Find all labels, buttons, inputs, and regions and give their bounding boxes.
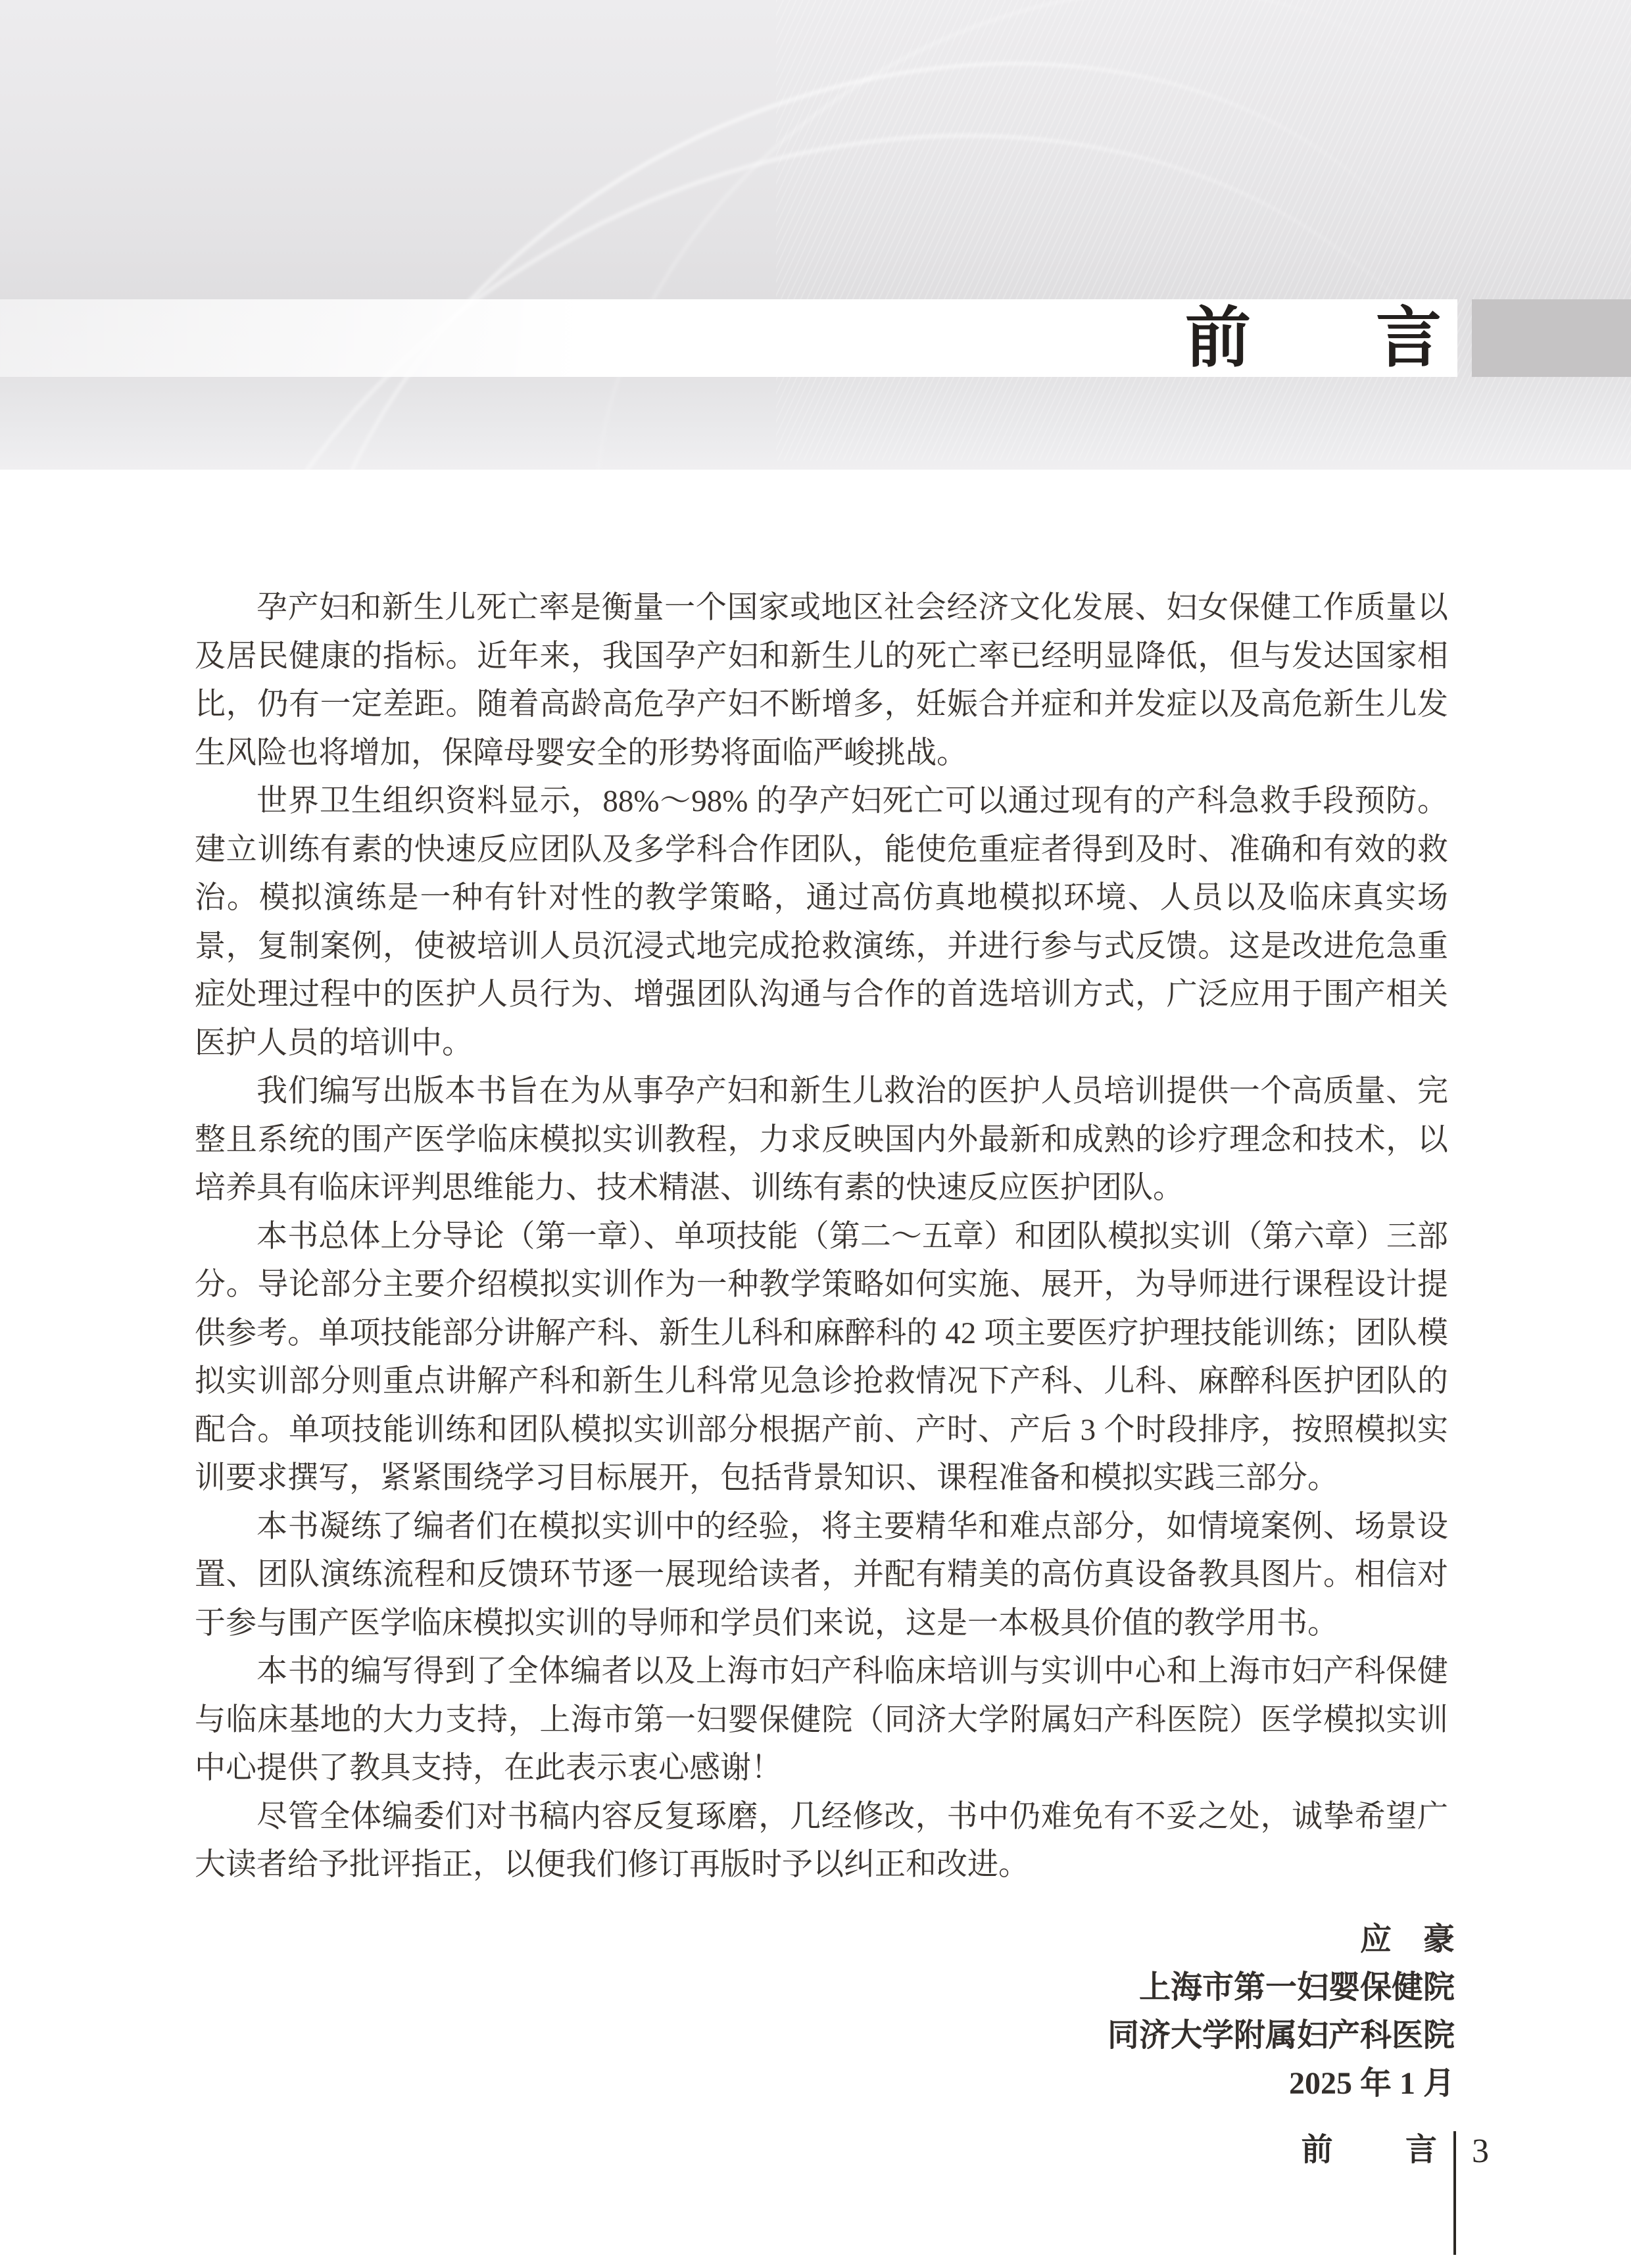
paragraph-1: 孕产妇和新生儿死亡率是衡量一个国家或地区社会经济文化发展、妇女保健工作质量以及居民健康的指标。近年来，我国孕产妇和新生儿的死亡率已经明显降低，但与发达国家相比，仍有一定差距。随着高龄高危孕产妇不断增多，妊娠合并症和并发症以及高危新生儿发生风险也将增加，保障母婴安全的形势将面临严峻挑战。 — [195, 591, 1448, 770]
footer-section-label — [1302, 2134, 1437, 2166]
paragraph-3: 我们编写出版本书旨在为从事孕产妇和新生儿救治的医护人员培训提供一个高质量、完整且系统的围产医学临床模拟实训教程，力求反映国内外最新和成熟的诊疗理念和技术，以培养具有临床评判思维能力、技术精湛、训练有素的快速反应医护团队。 — [195, 1074, 1448, 1205]
signature-date: 2025 年 1 月 — [1288, 2066, 1455, 2101]
page-title-char: 前 — [1185, 301, 1251, 375]
paragraph-2: 世界卫生组织资料显示，88%～98% 的孕产妇死亡可以通过现有的产科急救手段预防。建立训练有素的快速反应团队及多学科合作团队，能使危重症者得到及时、准确和有效的救治。模拟演练是一种有针对性的教学策略，通过高仿真地模拟环境、人员以及临床真实场景，复制案例，使被培训人员沉浸式地完成抢救演练，并进行参与式反馈。这是改进危急重症处理过程中的医护人员行为、增强团队沟通与合作的首选培训方式，广泛应用于围产相关医护人员的培训中。 — [195, 784, 1448, 1060]
footer-label-char: 言 — [1405, 2132, 1437, 2167]
footer-page-number: 3 — [1472, 2132, 1489, 2170]
author-organization-1: 上海市第一妇婴保健院 — [1138, 1970, 1455, 2005]
author-name-char: 豪 — [1423, 1922, 1455, 1957]
author-organization-2: 同济大学附属妇产科医院 — [1107, 2018, 1455, 2053]
page-header-banner — [0, 0, 1631, 470]
author-name — [1108, 1915, 1455, 1963]
title-band — [0, 299, 1457, 377]
page-title — [1185, 301, 1457, 375]
author-name-char: 应 — [1359, 1922, 1392, 1957]
signature-block — [1108, 1915, 1455, 2108]
footer-divider-line — [1453, 2131, 1456, 2255]
page-title-char: 言 — [1376, 301, 1442, 375]
footer-label-char: 前 — [1301, 2132, 1333, 2167]
paragraph-5: 本书凝练了编者们在模拟实训中的经验，将主要精华和难点部分，如情境案例、场景设置、团队演练流程和反馈环节逐一展现给读者，并配有精美的高仿真设备教具图片。相信对于参与围产医学临床模拟实训的导师和学员们来说，这是一本极具价值的教学用书。 — [195, 1509, 1448, 1640]
preface-body — [195, 584, 1448, 1890]
paragraph-7: 尽管全体编委们对书稿内容反复琢磨，几经修改，书中仍难免有不妥之处，诚挚希望广大读者给予批评指正，以便我们修订再版时予以纠正和改进。 — [195, 1799, 1448, 1882]
decorative-hatch-pattern — [776, 0, 1631, 460]
paragraph-4: 本书总体上分导论（第一章）、单项技能（第二～五章）和团队模拟实训（第六章）三部分。导论部分主要介绍模拟实训作为一种教学策略如何实施、展开，为导师进行课程设计提供参考。单项技能部分讲解产科、新生儿科和麻醉科的 42 项主要医疗护理技能训练；团队模拟实训部分则重点讲解产科和新生儿科常见急诊抢救情况下产科、儿科、麻醉科医护团队的配合。单项技能训练和团队模拟实训部分根据产前、产时、产后 3 个时段排序，按照模拟实训要求撰写，紧紧围绕学习目标展开，包括背景知识、课程准备和模拟实践三部分。 — [195, 1219, 1448, 1495]
title-decoration-block — [1472, 299, 1631, 377]
paragraph-6: 本书的编写得到了全体编者以及上海市妇产科临床培训与实训中心和上海市妇产科保健与临床基地的大力支持，上海市第一妇婴保健院（同济大学附属妇产科医院）医学模拟实训中心提供了教具支持，在此表示衷心感谢！ — [195, 1654, 1448, 1785]
